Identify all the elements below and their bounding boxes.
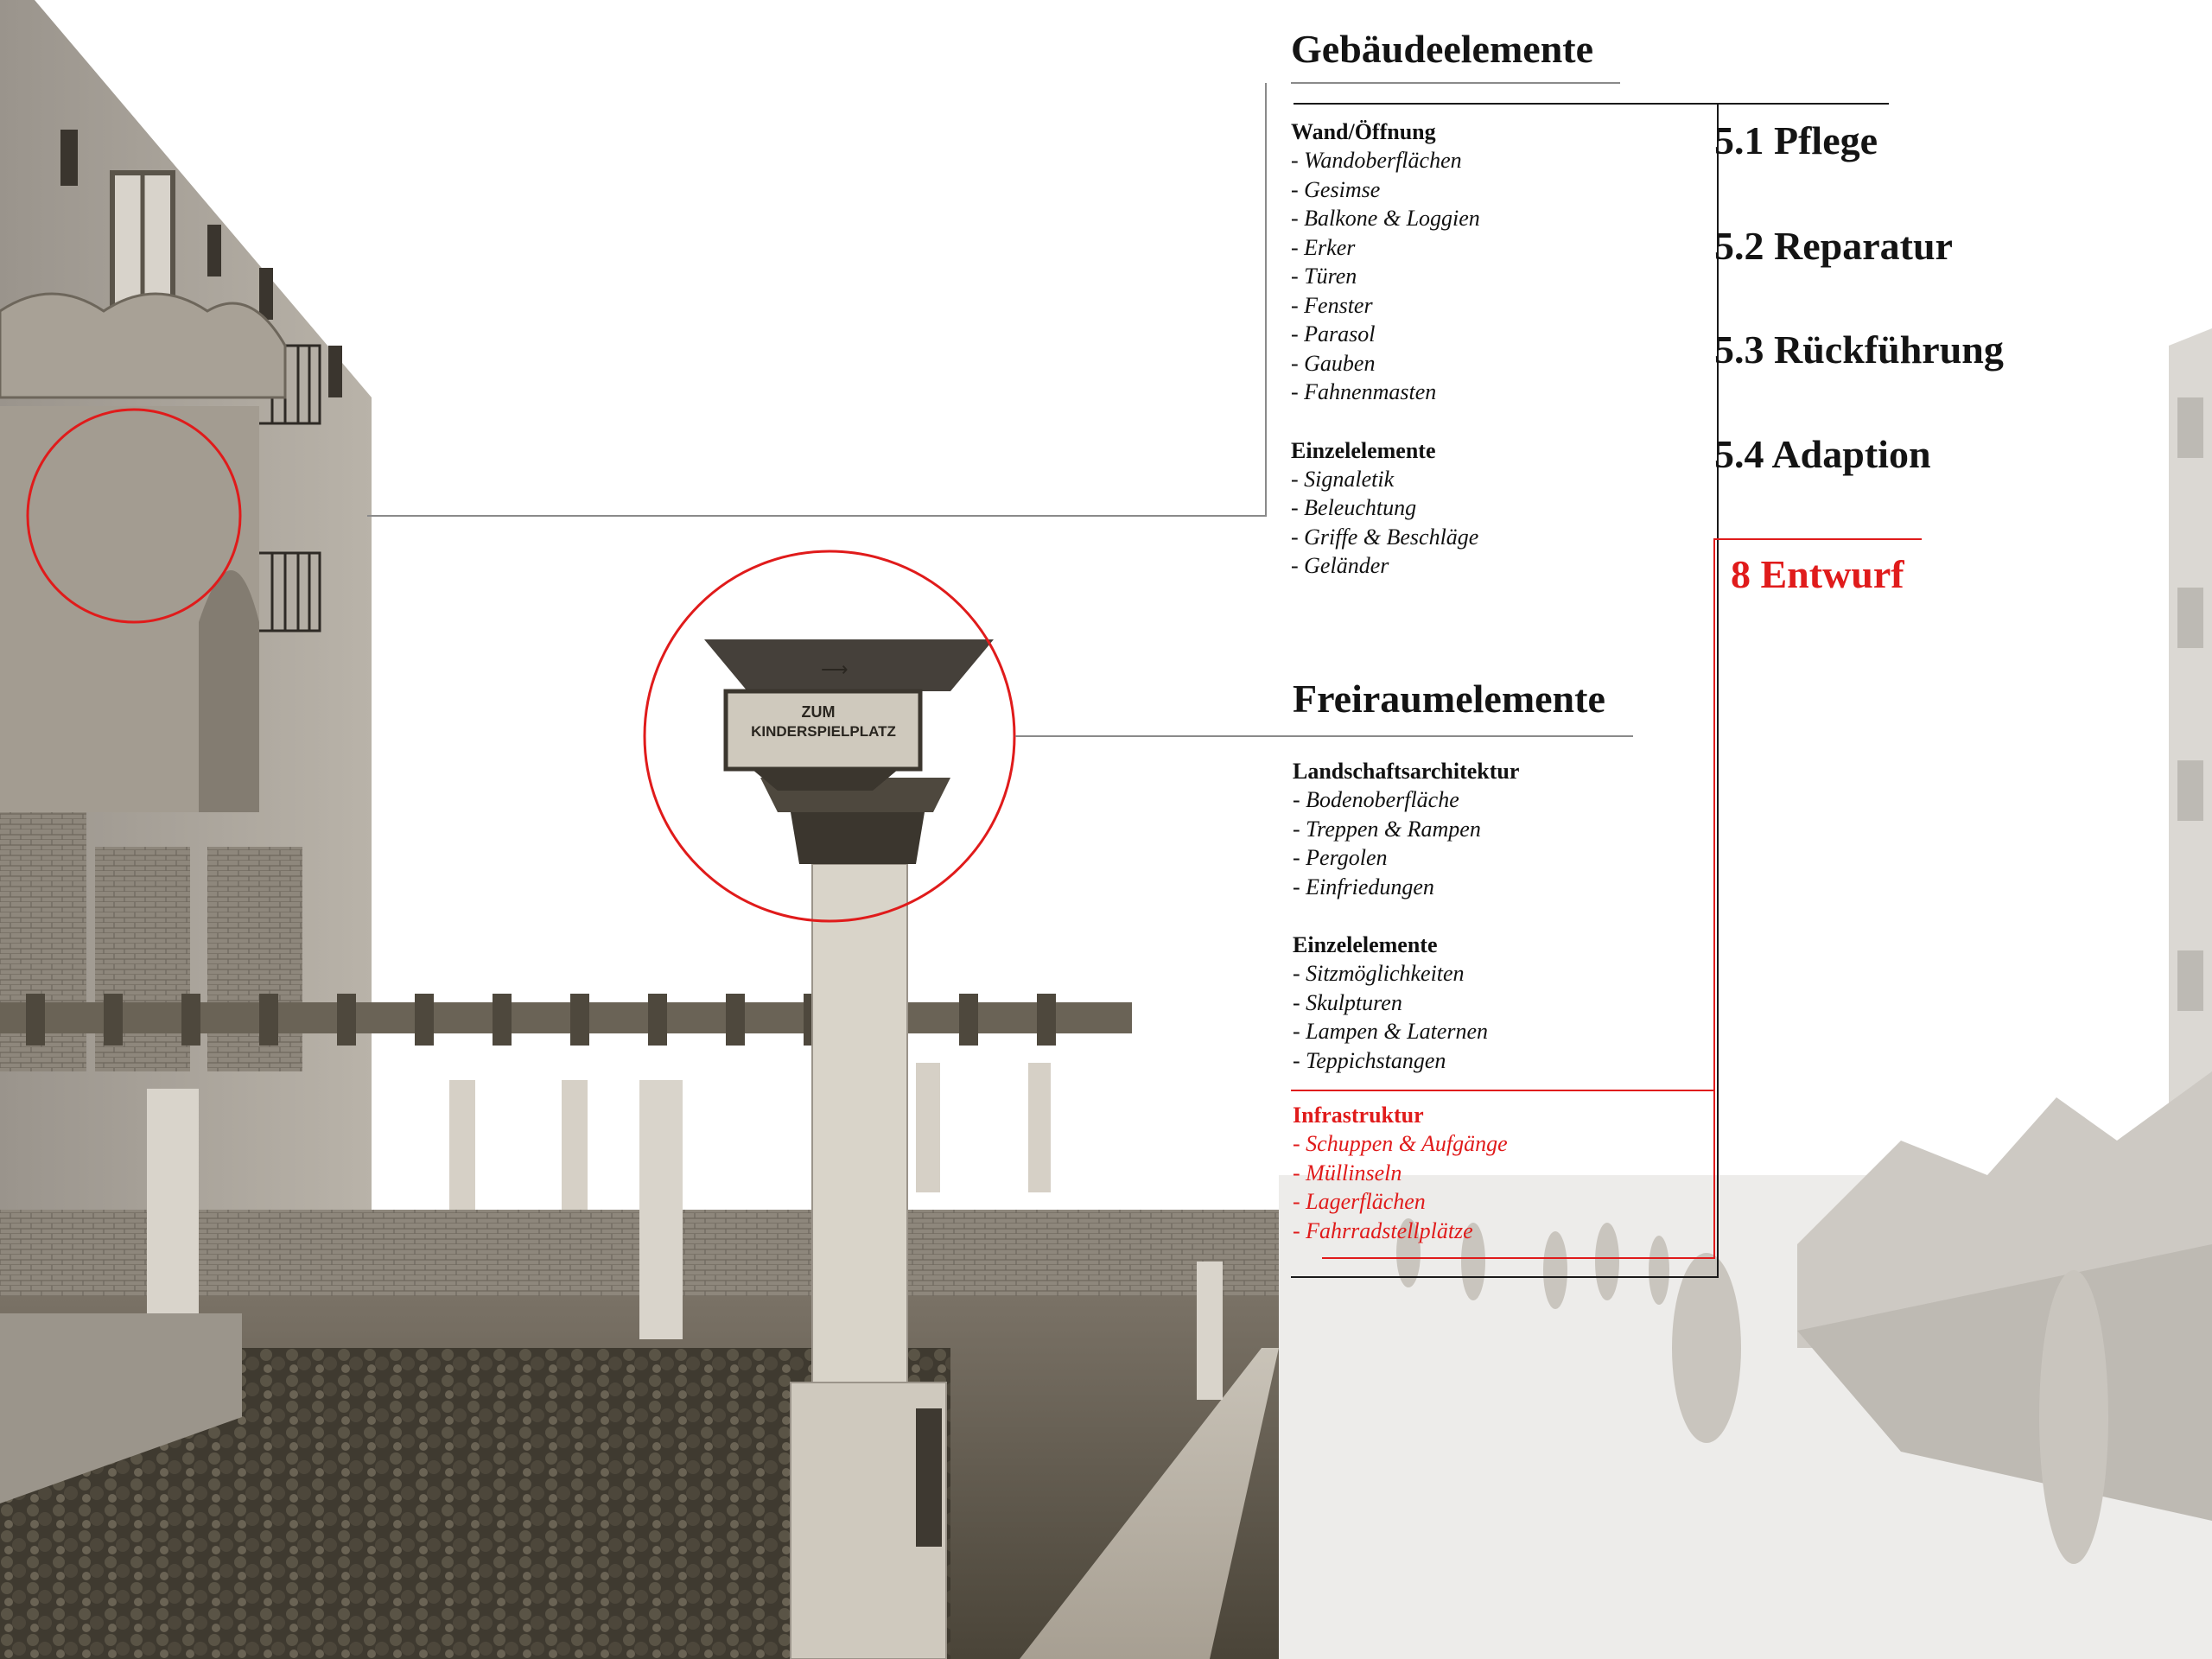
list-item: - Fahnenmasten (1291, 379, 1437, 404)
garden-photo (0, 1080, 1279, 1659)
group-title-infrastruktur: Infrastruktur (1293, 1103, 1424, 1128)
list-item: - Lagerflächen (1293, 1189, 1426, 1214)
group-title-wand-oeffnung: Wand/Öffnung (1291, 119, 1436, 144)
group-title-einzelelemente-gebaeude: Einzelelemente (1291, 437, 1436, 463)
sign-text-line1: ZUM (801, 703, 836, 721)
list-item: - Skulpturen (1293, 989, 1402, 1015)
gebaeude-heading: Gebäudeelemente (1291, 27, 1594, 71)
step-rueckfuehrung: 5.3 Rückführung (1714, 327, 2004, 372)
list-item: - Fenster (1291, 292, 1373, 318)
step-adaption: 5.4 Adaption (1714, 432, 1931, 476)
list-item: - Gauben (1291, 350, 1376, 376)
gebaeude-list (1291, 118, 1480, 581)
group-title-landschaftsarchitektur: Landschaftsarchitektur (1293, 759, 1520, 784)
group-title-einzelelemente-freiraum: Einzelelemente (1293, 932, 1438, 957)
list-item: - Einfriedungen (1293, 874, 1434, 899)
list-item: - Türen (1291, 264, 1357, 289)
list-item: - Bodenoberfläche (1293, 787, 1459, 812)
list-item: - Fahrradstellplätze (1293, 1217, 1473, 1243)
list-item: - Erker (1291, 234, 1356, 260)
step-entwurf: 8 Entwurf (1731, 552, 1904, 596)
list-item: - Gesimse (1291, 176, 1381, 202)
list-item: - Wandoberflächen (1291, 148, 1462, 173)
entwurf-red-line (1714, 539, 1922, 1090)
list-item: - Sitzmöglichkeiten (1293, 961, 1465, 986)
list-item: - Beleuchtung (1291, 495, 1417, 520)
list-item: - Signaletik (1291, 466, 1395, 492)
freiraum-list (1293, 757, 1519, 1245)
list-item: - Lampen & Laternen (1293, 1019, 1489, 1044)
list-item: - Treppen & Rampen (1293, 816, 1481, 842)
svg-text:⟶: ⟶ (821, 658, 849, 680)
freiraum-heading: Freiraumelemente (1293, 677, 1605, 721)
connector-gebaeude (367, 83, 1266, 516)
list-item: - Parasol (1291, 321, 1376, 346)
list-item: - Teppichstangen (1293, 1047, 1446, 1073)
list-item: - Griffe & Beschläge (1291, 524, 1479, 550)
list-item: - Balkone & Loggien (1291, 206, 1480, 231)
step-reparatur: 5.2 Reparatur (1714, 224, 1953, 268)
sign-text-line2: KINDERSPIELPLATZ (751, 723, 896, 740)
step-pflege: 5.1 Pflege (1714, 118, 1878, 162)
list-item: - Müllinseln (1293, 1160, 1402, 1185)
list-item: - Pergolen (1293, 845, 1388, 870)
list-item: - Geländer (1291, 553, 1389, 578)
list-item: - Schuppen & Aufgänge (1293, 1131, 1508, 1156)
